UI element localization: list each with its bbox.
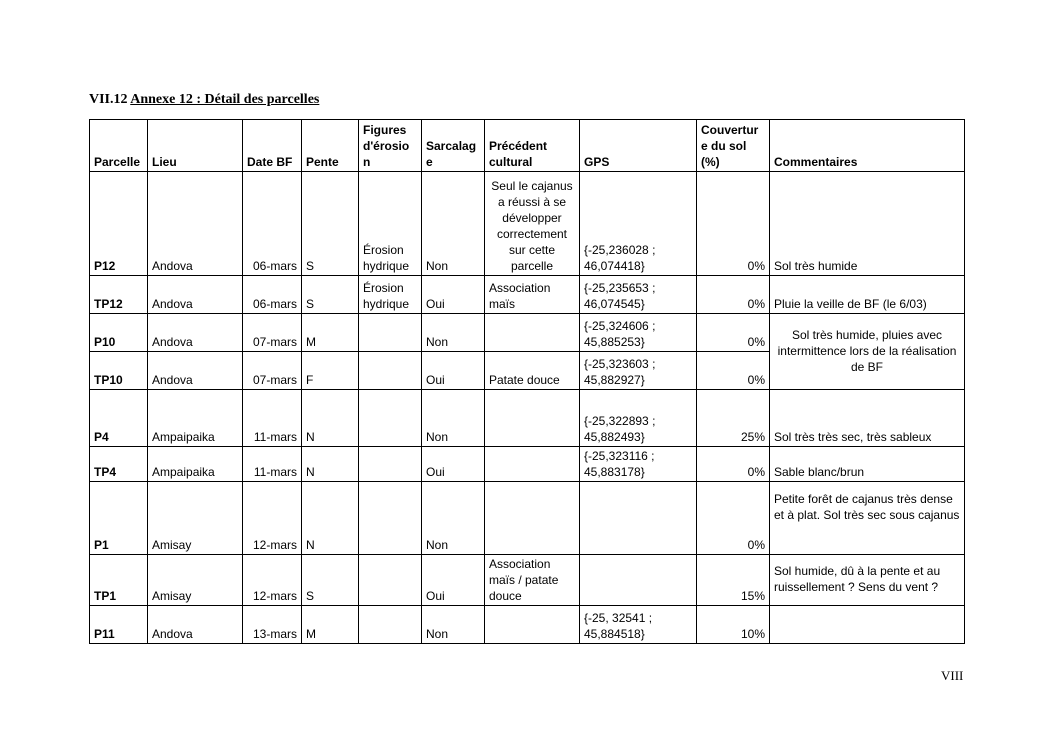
cell-gps: {-25, 32541 ; 45,884518} [580, 606, 697, 644]
cell-parcelle: TP4 [90, 447, 148, 482]
cell-sarclage: Non [422, 482, 485, 555]
header-cell: GPS [580, 120, 697, 172]
header-cell: Commentaires [770, 120, 965, 172]
cell-gps: {-25,322893 ; 45,882493} [580, 390, 697, 447]
cell-date: 12-mars [243, 482, 302, 555]
cell-lieu: Amisay [148, 482, 243, 555]
cell-parcelle: P10 [90, 314, 148, 352]
cell-date: 13-mars [243, 606, 302, 644]
table-row [90, 606, 965, 644]
cell-figures: Érosion hydrique [359, 276, 422, 314]
cell-date: 06-mars [243, 276, 302, 314]
cell-couverture: 0% [697, 352, 770, 390]
cell-couverture: 10% [697, 606, 770, 644]
cell-pente: N [302, 482, 359, 555]
cell-sarclage: Non [422, 390, 485, 447]
cell-date: 06-mars [243, 172, 302, 276]
cell-commentaires: Sol humide, dû à la pente et au ruissellement ? Sens du vent ? [770, 555, 965, 606]
cell-commentaires: Sol très très sec, très sableux [770, 390, 965, 447]
cell-figures [359, 447, 422, 482]
cell-sarclage: Non [422, 314, 485, 352]
cell-parcelle: P12 [90, 172, 148, 276]
cell-pente: F [302, 352, 359, 390]
table-row [90, 172, 965, 276]
cell-figures [359, 555, 422, 606]
cell-pente: N [302, 390, 359, 447]
cell-commentaires: Sol très humide, pluies avec intermittence lors de la réalisation de BF [770, 314, 965, 390]
cell-sarclage: Non [422, 606, 485, 644]
cell-couverture: 0% [697, 314, 770, 352]
cell-gps: {-25,235653 ; 46,074545} [580, 276, 697, 314]
cell-couverture: 25% [697, 390, 770, 447]
cell-couverture: 0% [697, 276, 770, 314]
cell-parcelle: TP12 [90, 276, 148, 314]
table-row [90, 276, 965, 314]
cell-figures [359, 482, 422, 555]
cell-pente: M [302, 606, 359, 644]
cell-figures [359, 606, 422, 644]
header-cell: Figures d'érosio n [359, 120, 422, 172]
cell-date: 12-mars [243, 555, 302, 606]
parcels-table [89, 119, 965, 644]
cell-precedent: Seul le cajanus a réussi à se développer correctement sur cette parcelle [485, 172, 580, 276]
cell-commentaires: Pluie la veille de BF (le 6/03) [770, 276, 965, 314]
cell-figures: Érosion hydrique [359, 172, 422, 276]
cell-lieu: Amisay [148, 555, 243, 606]
cell-sarclage: Oui [422, 555, 485, 606]
cell-parcelle: P4 [90, 390, 148, 447]
table-row [90, 314, 965, 352]
cell-precedent: Patate douce [485, 352, 580, 390]
header-cell: Sarcalag e [422, 120, 485, 172]
cell-gps [580, 555, 697, 606]
header-cell: Lieu [148, 120, 243, 172]
cell-sarclage: Oui [422, 447, 485, 482]
table-row [90, 482, 965, 555]
section-title: Annexe 12 : Détail des parcelles [130, 92, 320, 107]
header-cell: Date BF [243, 120, 302, 172]
cell-gps: {-25,324606 ; 45,885253} [580, 314, 697, 352]
cell-date: 11-mars [243, 447, 302, 482]
cell-commentaires: Sable blanc/brun [770, 447, 965, 482]
cell-date: 07-mars [243, 352, 302, 390]
cell-figures [359, 314, 422, 352]
cell-pente: M [302, 314, 359, 352]
header-cell: Parcelle [90, 120, 148, 172]
cell-gps: {-25,236028 ; 46,074418} [580, 172, 697, 276]
table-row [90, 555, 965, 606]
cell-pente: N [302, 447, 359, 482]
cell-figures [359, 352, 422, 390]
cell-gps: {-25,323116 ; 45,883178} [580, 447, 697, 482]
cell-gps [580, 482, 697, 555]
cell-parcelle: P11 [90, 606, 148, 644]
cell-precedent [485, 447, 580, 482]
cell-date: 11-mars [243, 390, 302, 447]
page-number: VIII [941, 668, 964, 683]
cell-precedent: Association maïs / patate douce [485, 555, 580, 606]
cell-lieu: Andova [148, 172, 243, 276]
cell-sarclage: Non [422, 172, 485, 276]
cell-lieu: Ampaipaika [148, 390, 243, 447]
cell-couverture: 0% [697, 172, 770, 276]
cell-figures [359, 390, 422, 447]
cell-gps: {-25,323603 ; 45,882927} [580, 352, 697, 390]
cell-lieu: Andova [148, 352, 243, 390]
cell-lieu: Andova [148, 276, 243, 314]
header-cell: Précédent cultural [485, 120, 580, 172]
cell-commentaires: Petite forêt de cajanus très dense et à plat. Sol très sec sous cajanus [770, 482, 965, 555]
cell-parcelle: TP10 [90, 352, 148, 390]
header-cell: Couvertur e du sol (%) [697, 120, 770, 172]
cell-pente: S [302, 276, 359, 314]
cell-pente: S [302, 555, 359, 606]
cell-lieu: Ampaipaika [148, 447, 243, 482]
cell-precedent [485, 606, 580, 644]
table-row [90, 447, 965, 482]
cell-precedent [485, 482, 580, 555]
cell-precedent [485, 390, 580, 447]
cell-lieu: Andova [148, 606, 243, 644]
cell-commentaires [770, 606, 965, 644]
cell-pente: S [302, 172, 359, 276]
section-heading [89, 92, 319, 108]
cell-commentaires: Sol très humide [770, 172, 965, 276]
cell-sarclage: Oui [422, 352, 485, 390]
cell-precedent [485, 314, 580, 352]
header-cell: Pente [302, 120, 359, 172]
cell-date: 07-mars [243, 314, 302, 352]
table-row [90, 390, 965, 447]
cell-couverture: 15% [697, 555, 770, 606]
cell-parcelle: P1 [90, 482, 148, 555]
cell-couverture: 0% [697, 447, 770, 482]
cell-lieu: Andova [148, 314, 243, 352]
cell-parcelle: TP1 [90, 555, 148, 606]
section-number: VII.12 [89, 92, 128, 107]
header-row [90, 120, 965, 172]
cell-precedent: Association maïs [485, 276, 580, 314]
cell-sarclage: Oui [422, 276, 485, 314]
cell-couverture: 0% [697, 482, 770, 555]
